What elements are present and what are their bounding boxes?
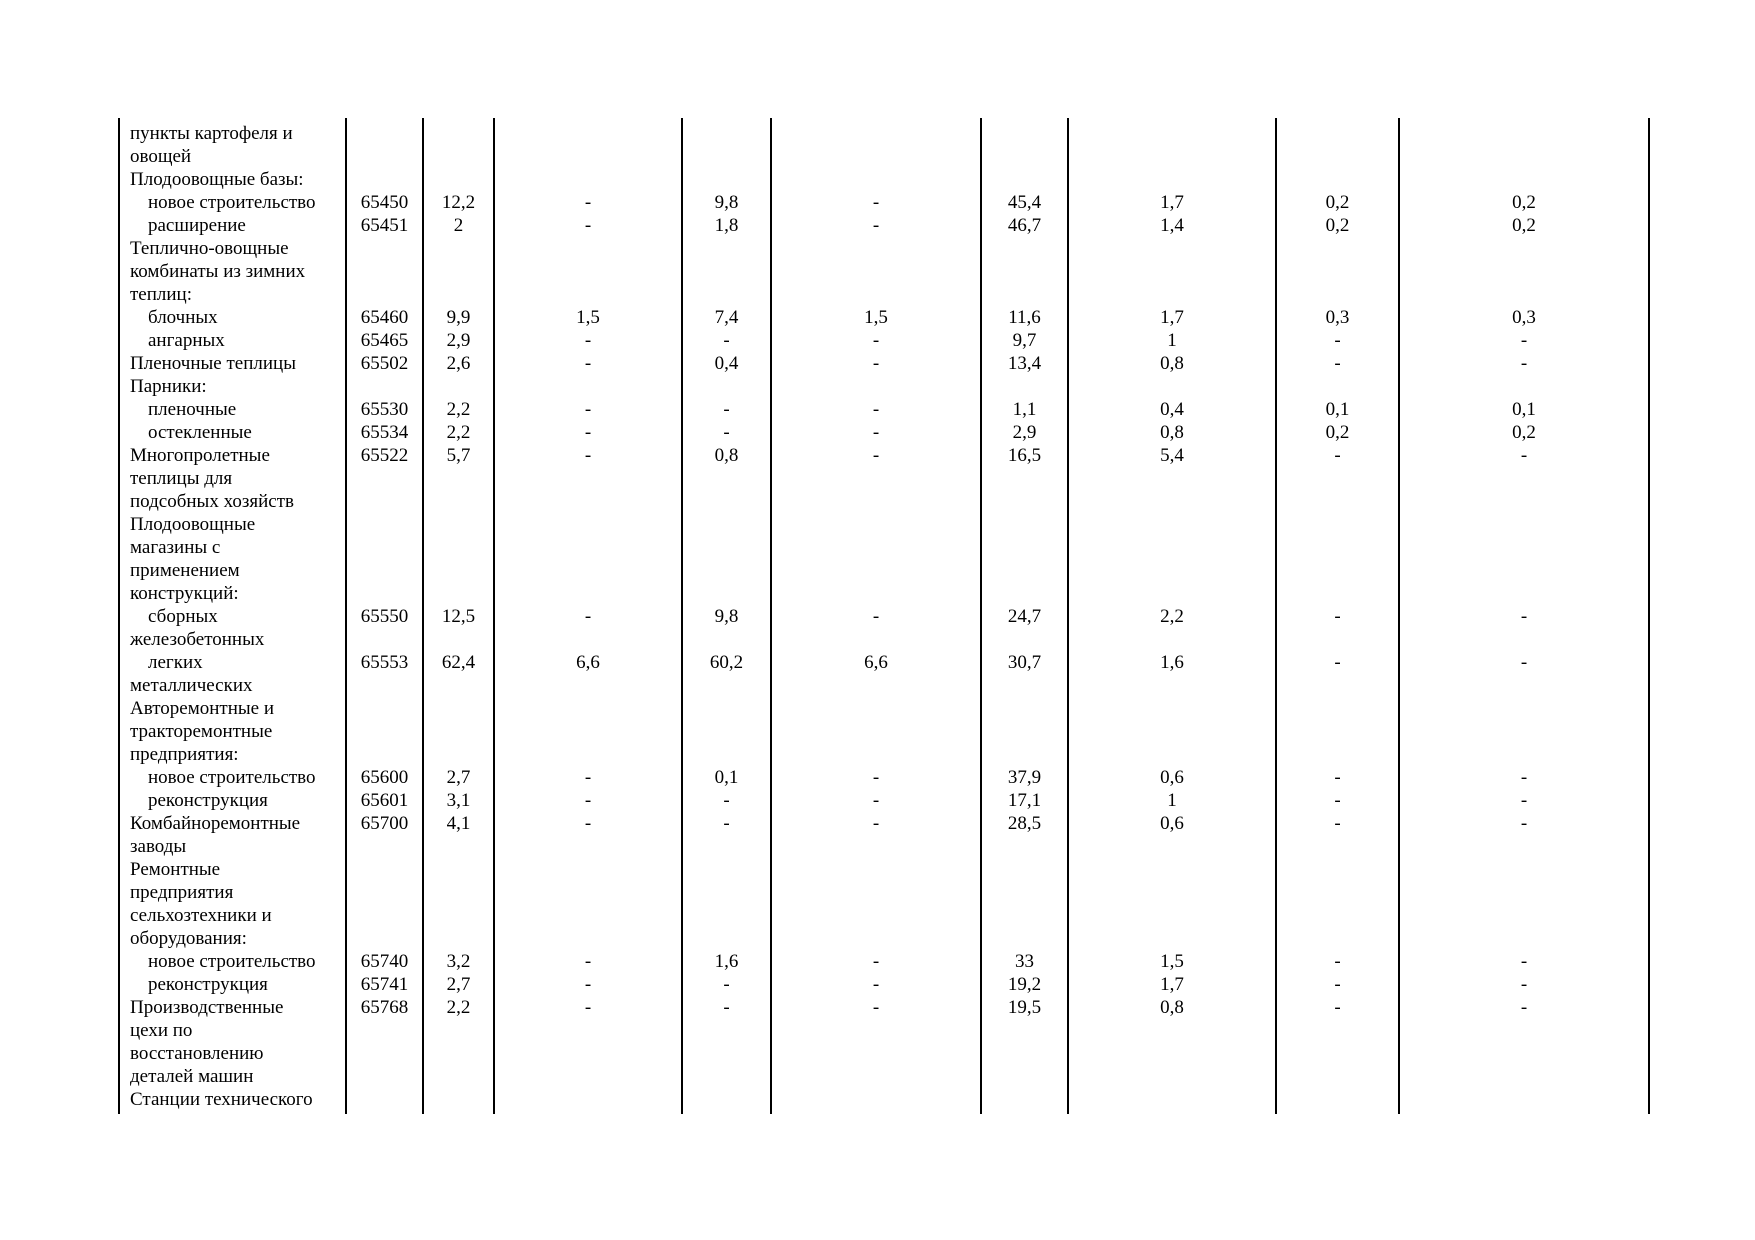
table-row: [118, 122, 1650, 145]
table-row: [118, 490, 1650, 513]
table-row: [118, 720, 1650, 743]
table-cell: -: [872, 445, 880, 466]
table-row: [118, 835, 1650, 858]
table-cell: 1,5: [576, 307, 600, 328]
table-cell: -: [1334, 606, 1341, 627]
table-cell: -: [1334, 445, 1341, 466]
table-cell: 6,6: [576, 652, 600, 673]
table-cell: 0,6: [1160, 813, 1184, 834]
table-row: [118, 812, 1650, 835]
table-cell: 0,2: [1512, 422, 1536, 443]
row-label: Плодоовощные: [130, 514, 256, 535]
table-cell: -: [872, 330, 880, 351]
row-label: остекленные: [148, 422, 252, 443]
table-cell: 0,2: [1512, 192, 1536, 213]
row-label: цехи по: [130, 1020, 193, 1041]
table-cell: 65460: [360, 307, 409, 328]
table-cell: 3,1: [446, 790, 471, 811]
table-row: [118, 605, 1650, 628]
table-cell: -: [584, 215, 592, 236]
table-cell: 2,2: [446, 399, 471, 420]
table-cell: 33: [1015, 951, 1034, 972]
table-cell: -: [872, 767, 880, 788]
table-cell: 0,6: [1160, 767, 1184, 788]
table-cell: 1,4: [1160, 215, 1184, 236]
table-row: [118, 1042, 1650, 1065]
table-cell: 65768: [360, 997, 409, 1018]
data-table: [118, 118, 1650, 1114]
row-label: Производственные: [130, 997, 284, 1018]
table-row: [118, 398, 1650, 421]
table-cell: 0,8: [1160, 997, 1184, 1018]
row-label: блочных: [148, 307, 218, 328]
table-cell: -: [723, 399, 730, 420]
table-cell: -: [1334, 974, 1341, 995]
table-cell: 45,4: [1007, 192, 1042, 213]
table-cell: -: [1334, 790, 1341, 811]
table-cell: 5,7: [446, 445, 471, 466]
table-cell: 1,7: [1160, 974, 1184, 995]
table-cell: 1,7: [1160, 192, 1184, 213]
table-cell: 65700: [360, 813, 409, 834]
table-row: [118, 536, 1650, 559]
table-cell: 12,2: [441, 192, 476, 213]
table-cell: -: [723, 790, 730, 811]
row-label: реконструкция: [148, 790, 268, 811]
row-label: новое строительство: [148, 767, 316, 788]
row-label: новое строительство: [148, 951, 316, 972]
table-cell: 60,2: [709, 652, 744, 673]
table-row: [118, 1088, 1650, 1111]
table-cell: 1: [1167, 790, 1177, 811]
table-cell: 7,4: [714, 307, 739, 328]
table-row: [118, 858, 1650, 881]
table-row: [118, 260, 1650, 283]
row-label: тракторемонтные: [130, 721, 273, 742]
table-cell: -: [584, 813, 592, 834]
table-cell: 9,8: [714, 606, 739, 627]
row-label: магазины с: [130, 537, 221, 558]
table-cell: -: [584, 399, 592, 420]
table-cell: 9,9: [446, 307, 471, 328]
table-cell: -: [584, 997, 592, 1018]
table-cell: 2,7: [446, 767, 471, 788]
table-cell: -: [872, 422, 880, 443]
row-label: предприятия: [130, 882, 234, 903]
table-cell: 17,1: [1007, 790, 1042, 811]
table-row: [118, 927, 1650, 950]
row-label: применением: [130, 560, 240, 581]
table-row: [118, 467, 1650, 490]
table-cell: 1,7: [1160, 307, 1184, 328]
table-row: [118, 421, 1650, 444]
row-label: Ремонтные: [130, 859, 221, 880]
table-row: [118, 444, 1650, 467]
table-row: [118, 168, 1650, 191]
table-cell: 4,1: [446, 813, 471, 834]
table-row: [118, 766, 1650, 789]
table-cell: 19,5: [1007, 997, 1042, 1018]
table-cell: 2,2: [446, 997, 471, 1018]
row-label: оборудования:: [130, 928, 247, 949]
table-row: [118, 904, 1650, 927]
table-row: [118, 145, 1650, 168]
table-cell: 65465: [360, 330, 409, 351]
table-cell: -: [1334, 767, 1341, 788]
table-cell: 11,6: [1008, 307, 1041, 328]
row-label: Станции технического: [130, 1089, 313, 1110]
table-cell: -: [1520, 445, 1528, 466]
table-cell: 30,7: [1007, 652, 1042, 673]
table-row: [118, 559, 1650, 582]
table-cell: -: [584, 422, 592, 443]
table-cell: 1,8: [714, 215, 739, 236]
table-cell: 1: [1167, 330, 1177, 351]
table-cell: 0,3: [1512, 307, 1536, 328]
row-label: сельхозтехники и: [130, 905, 272, 926]
table-cell: 65741: [360, 974, 409, 995]
table-cell: -: [872, 353, 880, 374]
table-cell: 65553: [360, 652, 409, 673]
table-cell: 24,7: [1007, 606, 1042, 627]
table-cell: -: [1520, 813, 1528, 834]
table-row: [118, 881, 1650, 904]
table-cell: -: [584, 606, 592, 627]
table-cell: 65450: [360, 192, 409, 213]
table-cell: -: [723, 422, 730, 443]
table-cell: 37,9: [1007, 767, 1042, 788]
table-cell: -: [872, 974, 880, 995]
table-row: [118, 950, 1650, 973]
table-cell: 65502: [360, 353, 409, 374]
table-cell: -: [723, 997, 730, 1018]
table-row: [118, 697, 1650, 720]
row-label: подсобных хозяйств: [130, 491, 294, 512]
row-label: реконструкция: [148, 974, 268, 995]
row-label: Плодоовощные базы:: [130, 169, 304, 190]
row-label: Теплично-овощные: [130, 238, 289, 259]
table-cell: 0,1: [714, 767, 739, 788]
table-cell: 0,2: [1325, 215, 1350, 236]
table-cell: -: [1334, 353, 1341, 374]
row-label: легких: [148, 652, 203, 673]
row-label: конструкций:: [130, 583, 239, 604]
table-cell: -: [1334, 951, 1341, 972]
table-row: [118, 191, 1650, 214]
table-row: [118, 789, 1650, 812]
table-cell: 65522: [360, 445, 409, 466]
table-cell: 0,4: [714, 353, 739, 374]
table-cell: -: [1520, 353, 1528, 374]
table-cell: -: [872, 790, 880, 811]
table-cell: 0,8: [1160, 422, 1184, 443]
row-label: ангарных: [148, 330, 225, 351]
table-cell: 2,2: [1160, 606, 1184, 627]
table-cell: -: [1520, 790, 1528, 811]
table-cell: -: [872, 813, 880, 834]
table-cell: -: [584, 330, 592, 351]
table-cell: 62,4: [441, 652, 476, 673]
table-cell: 9,8: [714, 192, 739, 213]
table-cell: -: [1520, 767, 1528, 788]
table-cell: 1,6: [1160, 652, 1184, 673]
table-row: [118, 651, 1650, 674]
row-label: сборных: [148, 606, 218, 627]
table-cell: -: [584, 951, 592, 972]
row-label: теплицы для: [130, 468, 233, 489]
table-cell: 0,2: [1325, 422, 1350, 443]
table-cell: 19,2: [1007, 974, 1042, 995]
table-cell: 0,8: [714, 445, 739, 466]
table-cell: 1,6: [714, 951, 739, 972]
row-label: железобетонных: [130, 629, 265, 650]
table-cell: -: [1334, 330, 1341, 351]
table-cell: 0,3: [1325, 307, 1350, 328]
table-row: [118, 237, 1650, 260]
table-row: [118, 513, 1650, 536]
table-cell: 16,5: [1007, 445, 1042, 466]
table-row: [118, 996, 1650, 1019]
table-row: [118, 306, 1650, 329]
table-cell: -: [584, 192, 592, 213]
row-label: Многопролетные: [130, 445, 270, 466]
table-cell: 0,1: [1512, 399, 1536, 420]
table-cell: -: [1520, 974, 1528, 995]
table-cell: 9,7: [1012, 330, 1037, 351]
table-cell: -: [1520, 652, 1528, 673]
table-row: [118, 329, 1650, 352]
table-cell: 1,1: [1012, 399, 1037, 420]
row-label: Парники:: [130, 376, 207, 397]
row-label: Комбайноремонтные: [130, 813, 301, 834]
table-cell: -: [1520, 997, 1528, 1018]
table-row: [118, 214, 1650, 237]
table-cell: -: [872, 399, 880, 420]
row-label: металлических: [130, 675, 253, 696]
row-label: предприятия:: [130, 744, 239, 765]
table-cell: -: [584, 790, 592, 811]
table-cell: 13,4: [1007, 353, 1042, 374]
table-row: [118, 1019, 1650, 1042]
table-row: [118, 1065, 1650, 1088]
table-cell: 1,5: [864, 307, 888, 328]
table-cell: 2,6: [446, 353, 471, 374]
row-label: овощей: [130, 146, 192, 167]
row-label: комбинаты из зимних: [130, 261, 306, 282]
table-cell: -: [584, 767, 592, 788]
table-cell: 0,2: [1325, 192, 1350, 213]
table-cell: -: [872, 951, 880, 972]
table-cell: 65451: [360, 215, 409, 236]
table-cell: 46,7: [1007, 215, 1042, 236]
table-cell: 28,5: [1007, 813, 1042, 834]
table-cell: 65600: [360, 767, 409, 788]
table-cell: 2,7: [446, 974, 471, 995]
table-cell: 2,9: [446, 330, 471, 351]
table-cell: -: [723, 974, 730, 995]
table-row: [118, 582, 1650, 605]
table-cell: -: [584, 445, 592, 466]
table-cell: 65534: [360, 422, 409, 443]
table-cell: -: [584, 353, 592, 374]
table-cell: 3,2: [446, 951, 471, 972]
table-cell: 0,1: [1325, 399, 1350, 420]
table-cell: -: [584, 974, 592, 995]
table-cell: -: [1334, 813, 1341, 834]
row-label: пленочные: [148, 399, 237, 420]
table-cell: -: [723, 330, 730, 351]
row-label: новое строительство: [148, 192, 316, 213]
table-cell: 12,5: [441, 606, 476, 627]
table-cell: 65550: [360, 606, 409, 627]
table-cell: -: [1520, 606, 1528, 627]
table-row: [118, 628, 1650, 651]
table-cell: 0,4: [1160, 399, 1184, 420]
table-cell: 5,4: [1160, 445, 1184, 466]
table-cell: -: [872, 997, 880, 1018]
row-label: деталей машин: [130, 1066, 254, 1087]
table-cell: 6,6: [864, 652, 888, 673]
table-row: [118, 283, 1650, 306]
table-cell: -: [872, 192, 880, 213]
row-label: Пленочные теплицы: [130, 353, 296, 374]
row-label: восстановлению: [130, 1043, 264, 1064]
table-cell: 65740: [360, 951, 409, 972]
table-row: [118, 674, 1650, 697]
table-cell: 65601: [360, 790, 409, 811]
row-label: Авторемонтные и: [130, 698, 274, 719]
table-cell: -: [872, 215, 880, 236]
row-label: теплиц:: [130, 284, 193, 305]
table-cell: -: [1334, 997, 1341, 1018]
table-cell: 2,9: [1012, 422, 1037, 443]
table-cell: -: [723, 813, 730, 834]
table-cell: 1,5: [1160, 951, 1184, 972]
table-row: [118, 352, 1650, 375]
table-cell: -: [1334, 652, 1341, 673]
table-cell: -: [1520, 951, 1528, 972]
table-cell: -: [872, 606, 880, 627]
table-cell: -: [1520, 330, 1528, 351]
table-row: [118, 375, 1650, 398]
table-cell: 0,2: [1512, 215, 1536, 236]
table-row: [118, 973, 1650, 996]
table-cell: 0,8: [1160, 353, 1184, 374]
row-label: расширение: [148, 215, 246, 236]
row-label: пункты картофеля и: [130, 123, 293, 144]
table-row: [118, 743, 1650, 766]
row-label: заводы: [130, 836, 187, 857]
table-cell: 65530: [360, 399, 409, 420]
table-cell: 2: [453, 215, 464, 236]
table-cell: 2,2: [446, 422, 471, 443]
